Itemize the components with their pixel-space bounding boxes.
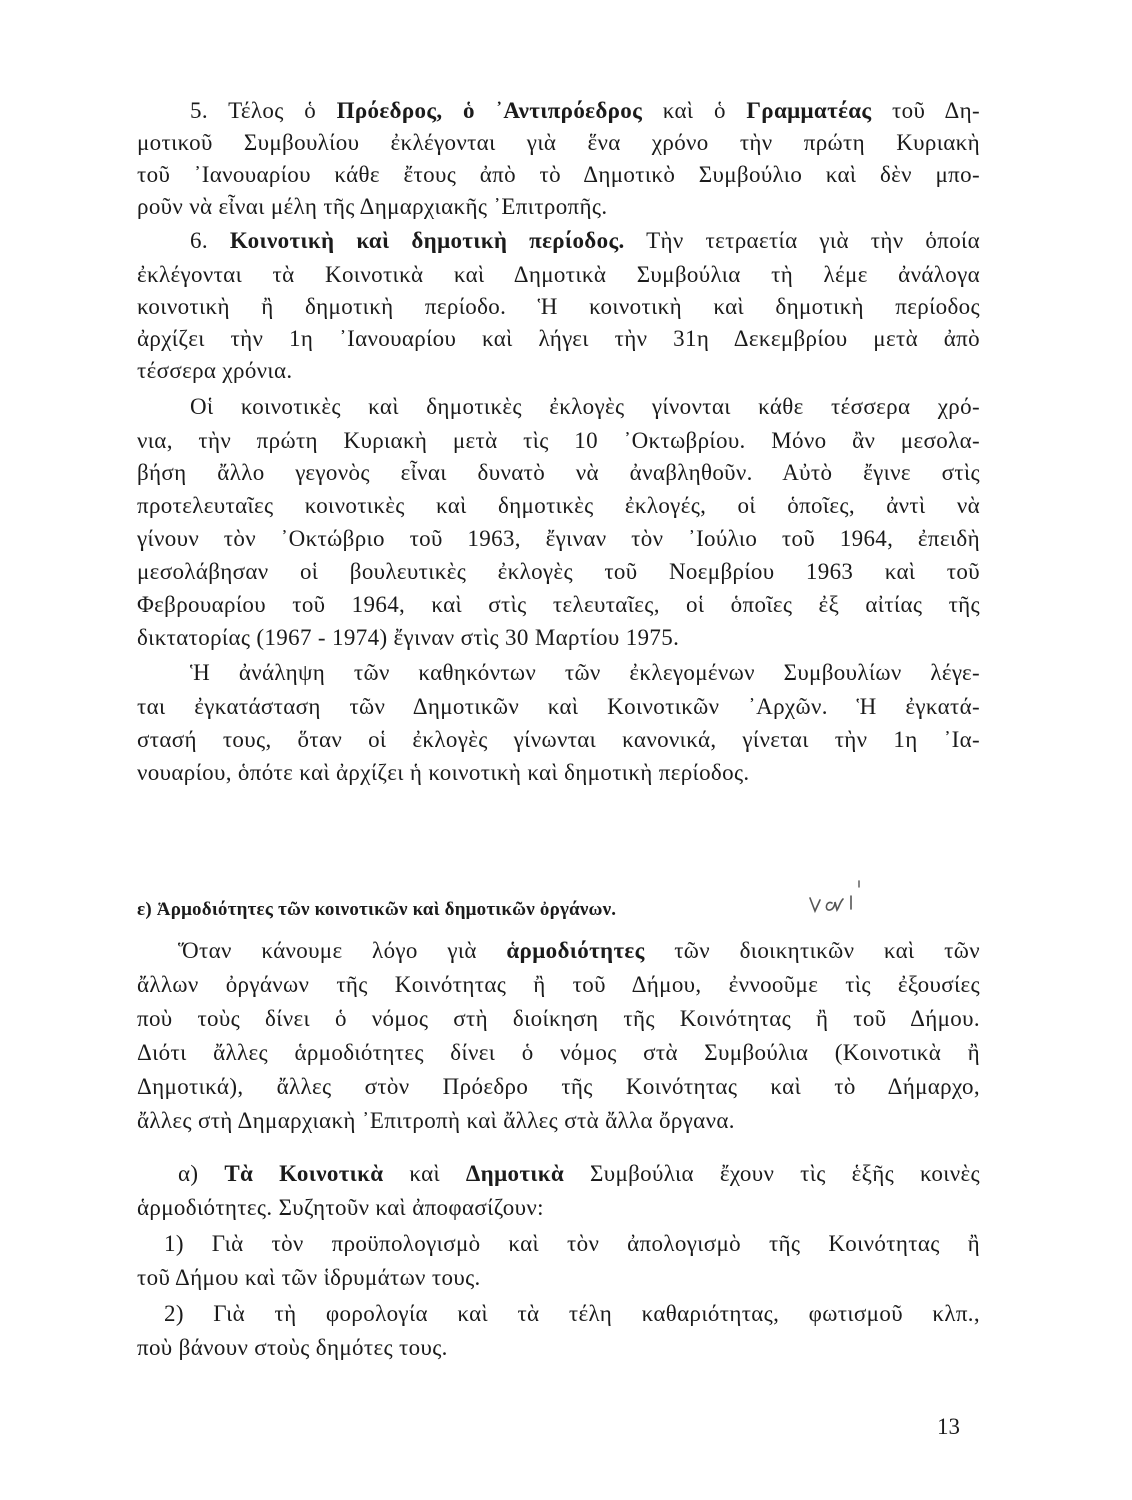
section-heading: ε) Ἁρμοδιότητες τῶν κοινοτικῶν καὶ δημοτικῶν ὀργάνων. bbox=[137, 899, 617, 920]
text-line: ροῦν νὰ εἶναι μέλη τῆς Δημαρχιακῆς ᾿Επιτροπῆς. bbox=[137, 194, 608, 219]
text-line: τοῦ ᾿Ιανουαρίου κάθε ἔτους ἀπὸ τὸ Δημοτικὸ Συμβούλιο καὶ δὲν μπο- bbox=[137, 162, 980, 187]
text-line: Φεβρουαρίου τοῦ 1964, καὶ στὶς τελευταῖες, οἱ ὁποῖες ἐξ αἰτίας τῆς bbox=[137, 592, 980, 617]
text-line: ἄλλες στὴ Δημαρχιακὴ ᾿Επιτροπὴ καὶ ἄλλες στὰ ἄλλα ὄργανα. bbox=[137, 1108, 735, 1133]
text-line: κοινοτικὴ ἢ δημοτικὴ περίοδο. Ἡ κοινοτικὴ καὶ δημοτικὴ περίοδος bbox=[137, 294, 980, 319]
text-line: 1) Γιὰ τὸν προϋπολογισμὸ καὶ τὸν ἀπολογισμὸ τῆς Κοινότητας ἢ bbox=[164, 1231, 980, 1256]
text-line: ἀρχίζει τὴν 1η ᾿Ιανουαρίου καὶ λήγει τὴν 31η Δεκεμβρίου μετὰ ἀπὸ bbox=[137, 326, 980, 351]
text-line: βήση ἄλλο γεγονὸς εἶναι δυνατὸ νὰ ἀναβληθοῦν. Αὐτὸ ἔγινε στὶς bbox=[137, 460, 980, 485]
text-line: νια, τὴν πρώτη Κυριακὴ μετὰ τὶς 10 ᾿Οκτωβρίου. Μόνο ἂν μεσολα- bbox=[137, 428, 980, 453]
text-line: δικτατορίας (1967 - 1974) ἔγιναν στὶς 30 Μαρτίου 1975. bbox=[137, 625, 680, 650]
text-line: 5. Τέλος ὁ Πρόεδρος, ὁ ᾿Αντιπρόεδρος καὶ ὁ Γραμματέας τοῦ Δη- bbox=[190, 98, 980, 123]
text-line: Οἱ κοινοτικὲς καὶ δημοτικὲς ἐκλογὲς γίνονται κάθε τέσσερα χρό- bbox=[190, 394, 980, 419]
text-line: τέσσερα χρόνια. bbox=[137, 358, 293, 383]
text-line: ποὺ τοὺς δίνει ὁ νόμος στὴ διοίκηση τῆς Κοινότητας ἢ τοῦ Δήμου. bbox=[137, 1006, 980, 1031]
text-line: α) Τὰ Κοινοτικὰ καὶ Δημοτικὰ Συμβούλια ἔχουν τὶς ἑξῆς κοινὲς bbox=[178, 1161, 980, 1186]
text-line: ται ἐγκατάσταση τῶν Δημοτικῶν καὶ Κοινοτικῶν ᾿Αρχῶν. Ἡ ἐγκατά- bbox=[137, 694, 980, 719]
handwritten-annotation bbox=[806, 878, 866, 918]
text-line: ἄλλων ὀργάνων τῆς Κοινότητας ἢ τοῦ Δήμου, ἐννοοῦμε τὶς ἐξουσίες bbox=[137, 972, 980, 997]
text-line: 6. Κοινοτικὴ καὶ δημοτικὴ περίοδος. Τὴν τετραετία γιὰ τὴν ὁποία bbox=[190, 228, 980, 253]
text-line: Ὅταν κάνουμε λόγο γιὰ ἁρμοδιότητες τῶν διοικητικῶν καὶ τῶν bbox=[178, 938, 980, 963]
text-line: στασή τους, ὅταν οἱ ἐκλογὲς γίνωνται κανονικά, γίνεται τὴν 1η ᾿Ια- bbox=[137, 727, 980, 752]
text-line: μοτικοῦ Συμβουλίου ἐκλέγονται γιὰ ἕνα χρόνο τὴν πρώτη Κυριακὴ bbox=[137, 130, 980, 155]
text-line: τοῦ Δήμου καὶ τῶν ἱδρυμάτων τους. bbox=[137, 1265, 481, 1290]
text-line: 2) Γιὰ τὴ φορολογία καὶ τὰ τέλη καθαριότητας, φωτισμοῦ κλπ., bbox=[164, 1301, 980, 1326]
text-line: Ἡ ἀνάληψη τῶν καθηκόντων τῶν ἐκλεγομένων Συμβουλίων λέγε- bbox=[190, 660, 980, 685]
text-line: Δημοτικά), ἄλλες στὸν Πρόεδρο τῆς Κοινότητας καὶ τὸ Δήμαρχο, bbox=[137, 1074, 980, 1099]
text-line: Διότι ἄλλες ἁρμοδιότητες δίνει ὁ νόμος στὰ Συμβούλια (Κοινοτικὰ ἢ bbox=[137, 1040, 980, 1065]
text-line: μεσολάβησαν οἱ βουλευτικὲς ἐκλογὲς τοῦ Νοεμβρίου 1963 καὶ τοῦ bbox=[137, 559, 980, 584]
text-line: γίνουν τὸν ᾿Οκτώβριο τοῦ 1963, ἔγιναν τὸν ᾿Ιούλιο τοῦ 1964, ἐπειδὴ bbox=[137, 526, 980, 551]
text-line: ποὺ βάνουν στοὺς δημότες τους. bbox=[137, 1335, 448, 1360]
text-line: ἐκλέγονται τὰ Κοινοτικὰ καὶ Δημοτικὰ Συμβούλια τὴ λέμε ἀνάλογα bbox=[137, 262, 980, 287]
text-line: ἁρμοδιότητες. Συζητοῦν καὶ ἀποφασίζουν: bbox=[137, 1195, 544, 1220]
text-line: νουαρίου, ὁπότε καὶ ἀρχίζει ἡ κοινοτικὴ καὶ δημοτικὴ περίοδος. bbox=[137, 760, 750, 785]
page-number: 13 bbox=[937, 1414, 960, 1439]
text-line: προτελευταῖες κοινοτικὲς καὶ δημοτικὲς ἐκλογές, οἱ ὁποῖες, ἀντὶ νὰ bbox=[137, 493, 980, 518]
